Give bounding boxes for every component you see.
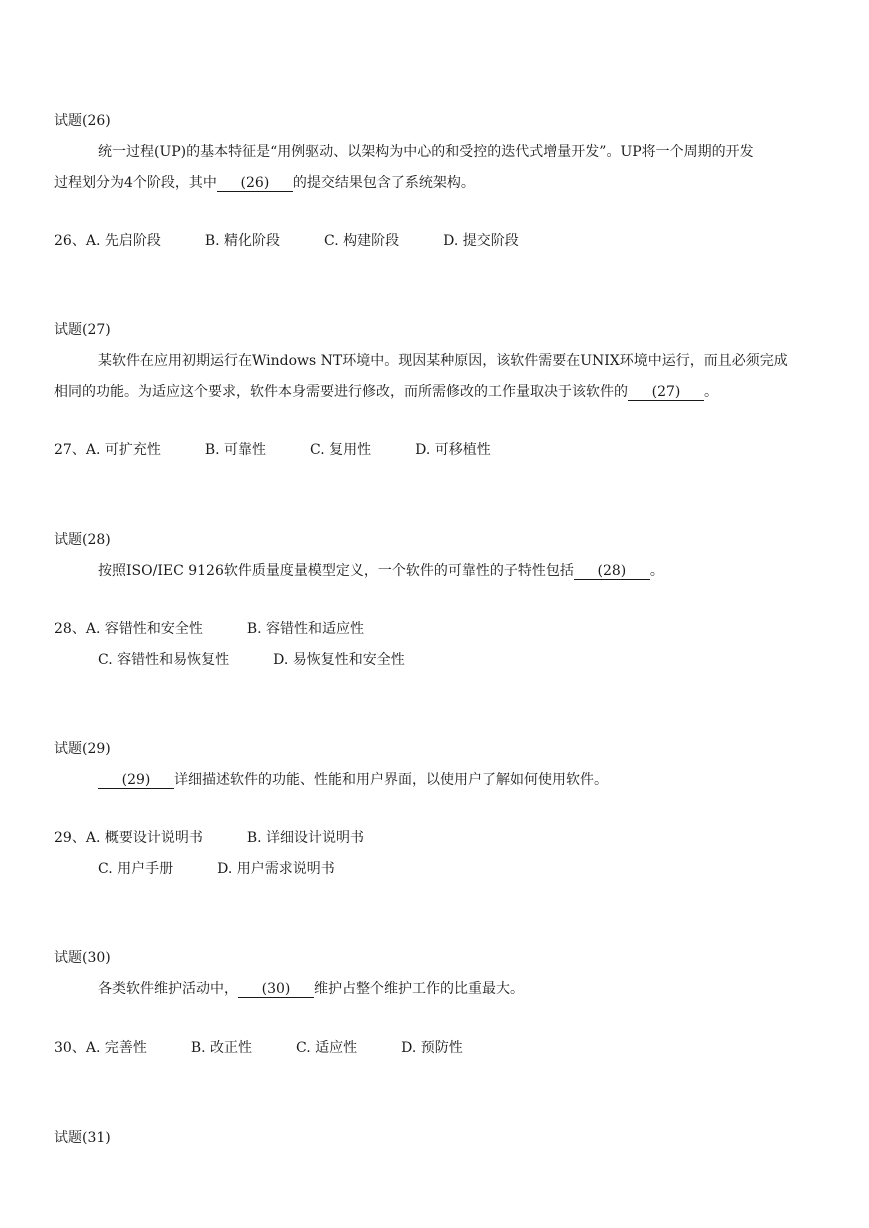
question-27-option-d: D. 可移植性 <box>415 442 491 458</box>
question-28-option-b: B. 容错性和适应性 <box>246 621 365 637</box>
question-30-stem <box>98 980 524 998</box>
question-27-stem-line1: 某软件在应用初期运行在Windows NT环境中。现因某种原因，该软件需要在UNIX环境中运行，而且必须完成 <box>98 353 788 369</box>
question-27-blank: (27) <box>628 384 704 401</box>
question-31-heading: 试题(31) <box>54 1130 111 1146</box>
question-29-options-row1 <box>54 829 364 847</box>
question-26-option-prefix: 26、 <box>54 233 86 249</box>
question-29-stem-post: 详细描述软件的功能、性能和用户界面，以使用户了解如何使用软件。 <box>174 772 608 788</box>
question-29-option-d: D. 用户需求说明书 <box>217 861 335 877</box>
question-30-stem-post: 维护占整个维护工作的比重最大。 <box>314 981 524 997</box>
question-26-stem-post: 的提交结果包含了系统架构。 <box>292 175 475 191</box>
question-29-option-c: C. 用户手册 <box>98 861 174 877</box>
question-28-blank: (28) <box>574 563 650 580</box>
question-30-stem-pre: 各类软件维护活动中， <box>98 981 238 997</box>
question-28-stem-post: 。 <box>649 563 664 579</box>
question-27-option-c: C. 复用性 <box>310 442 372 458</box>
question-27-option-a: A. 可扩充性 <box>85 442 161 458</box>
question-27-stem-post: 。 <box>704 384 718 400</box>
question-29-heading: 试题(29) <box>54 741 111 757</box>
question-30-option-a: A. 完善性 <box>85 1040 147 1056</box>
question-27-option-prefix: 27、 <box>54 442 86 458</box>
question-30-blank: (30) <box>238 981 314 998</box>
question-29-options-row2 <box>98 860 335 878</box>
question-26-option-d: D. 提交阶段 <box>443 233 519 249</box>
question-30-options <box>54 1039 463 1057</box>
question-26-stem-line2 <box>54 174 475 192</box>
question-29-option-a: A. 概要设计说明书 <box>85 830 203 846</box>
question-28-options-row2 <box>98 651 405 669</box>
question-26-option-a: A. 先启阶段 <box>85 233 161 249</box>
question-26-options <box>54 232 519 250</box>
question-26-blank: (26) <box>217 175 293 192</box>
question-30-option-d: D. 预防性 <box>401 1040 463 1056</box>
question-30-option-b: B. 改正性 <box>190 1040 253 1056</box>
question-30-option-prefix: 30、 <box>54 1040 86 1056</box>
question-26-heading: 试题(26) <box>54 113 111 129</box>
question-26-option-c: C. 构建阶段 <box>324 233 400 249</box>
question-28-option-a: A. 容错性和安全性 <box>85 621 203 637</box>
question-28-heading: 试题(28) <box>54 532 111 548</box>
question-29-blank: (29) <box>98 772 174 789</box>
question-28-option-d: D. 易恢复性和安全性 <box>273 652 405 668</box>
question-26-option-b: B. 精化阶段 <box>204 233 281 249</box>
question-30-option-c: C. 适应性 <box>296 1040 358 1056</box>
question-27-stem-line2 <box>54 383 718 401</box>
question-27-stem-pre: 相同的功能。为适应这个要求，软件本身需要进行修改，而所需修改的工作量取决于该软件的 <box>54 384 628 400</box>
question-28-option-c: C. 容错性和易恢复性 <box>98 652 230 668</box>
question-28-option-prefix: 28、 <box>54 621 86 637</box>
question-26-stem-line1: 统一过程(UP)的基本特征是“用例驱动、以架构为中心的和受控的迭代式增量开发”。UP将一个周期的开发 <box>98 144 754 160</box>
question-28-options-row1 <box>54 620 364 638</box>
question-27-option-b: B. 可靠性 <box>204 442 267 458</box>
question-29-option-b: B. 详细设计说明书 <box>246 830 365 846</box>
question-27-options <box>54 441 491 459</box>
question-26-stem-pre: 过程划分为4个阶段，其中 <box>54 175 217 191</box>
question-30-heading: 试题(30) <box>54 950 111 966</box>
question-28-stem <box>98 562 664 580</box>
question-29-stem <box>98 771 608 789</box>
question-27-heading: 试题(27) <box>54 322 111 338</box>
question-29-option-prefix: 29、 <box>54 830 86 846</box>
question-28-stem-pre: 按照ISO/IEC 9126软件质量度量模型定义，一个软件的可靠性的子特性包括 <box>98 563 574 579</box>
